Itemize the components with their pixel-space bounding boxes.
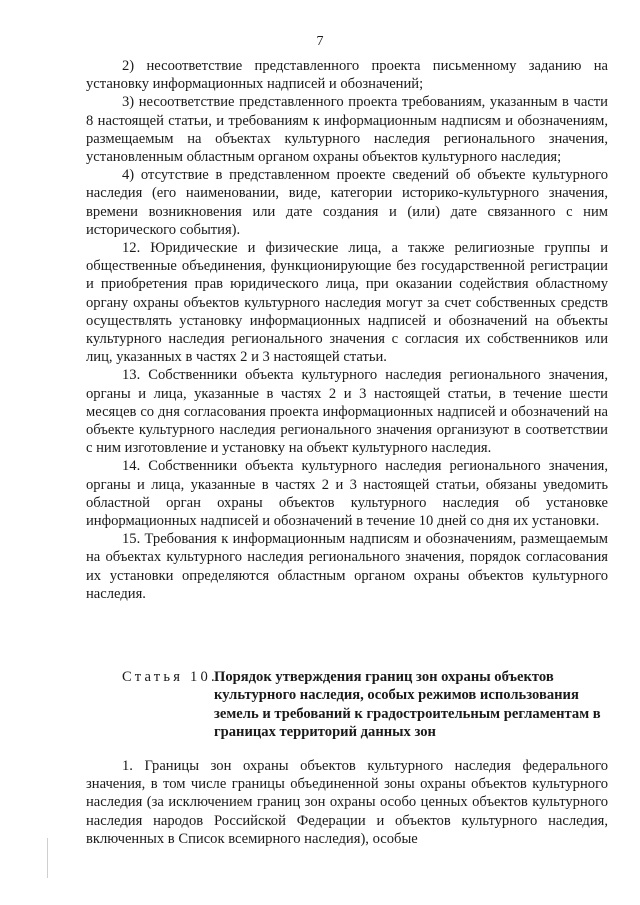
- paragraph-part-12: 12. Юридические и физические лица, а также религиозные группы и общественные объединения, функционирующие без государственной регистрации и приобретения прав юридического лица, при оказании содействия областному органу охраны объектов культурного наследия могут за счет собственных средств осуществлять установку информационных надписей и обозначений на объекты культурного наследия регионального значения с согласия их собственников или лиц, указанных в частях 2 и 3 настоящей статьи.: [86, 240, 608, 366]
- paragraph-part-14: 14. Собственники объекта культурного наследия регионального значения, органы и лица, указанные в частях 2 и 3 настоящей статьи, обязаны уведомить областной орган охраны объектов культурного наследия об установке информационных надписей и обозначений в течение 10 дней со дня их установки.: [86, 458, 608, 530]
- article-label: Статья 10.: [122, 669, 218, 685]
- paragraph-item-3: 3) несоответствие представленного проекта требованиям, указанным в части 8 настоящей статьи, и требованиям к информационным надписям и обозначениям, размещаемым на объектах культурного наследия регионального значения, установленным областным органом охраны объектов культурного наследия;: [86, 94, 608, 166]
- paragraph-item-4: 4) отсутствие в представленном проекте сведений об объекте культурного наследия (его наименовании, виде, категории историко-культурного значения, времени возникновения или дате создания и (или) дате связанного с ним исторического события).: [86, 167, 608, 238]
- document-body: [86, 57, 608, 603]
- paragraph-part-15: 15. Требования к информационным надписям и обозначениям, размещаемым на объектах культурного наследия регионального значения, порядок согласования их установки определяются областным органом охраны объектов культурного наследия.: [86, 531, 608, 602]
- paragraph-item-2: 2) несоответствие представленного проекта письменному заданию на установку информационных надписей и обозначений;: [86, 58, 608, 93]
- paragraph-article-part-1: 1. Границы зон охраны объектов культурного наследия федерального значения, в том числе границы объединенной зоны охраны объектов культурного наследия (за исключением границ зон охраны особо ценных объектов культурного наследия народов Российской Федерации и объектов культурного наследия, включенных в Список всемирного наследия), особые: [86, 758, 608, 847]
- article-title: Порядок утверждения границ зон охраны объектов культурного наследия, особых режимов использования земель и требований к градостроительным регламентам в границах территорий данных зон: [214, 669, 601, 741]
- scan-margin-mark: [47, 838, 48, 878]
- paragraph-part-13: 13. Собственники объекта культурного наследия регионального значения, органы и лица, указанные в частях 2 и 3 настоящей статьи, в течение шести месяцев со дня согласования проекта информационных надписей и обозначений на объекте культурного наследия регионального значения организуют в соответствии с ним изготовление и установку на объект культурного наследия.: [86, 367, 608, 457]
- page-number: 7: [316, 34, 324, 49]
- article-body: [86, 757, 608, 848]
